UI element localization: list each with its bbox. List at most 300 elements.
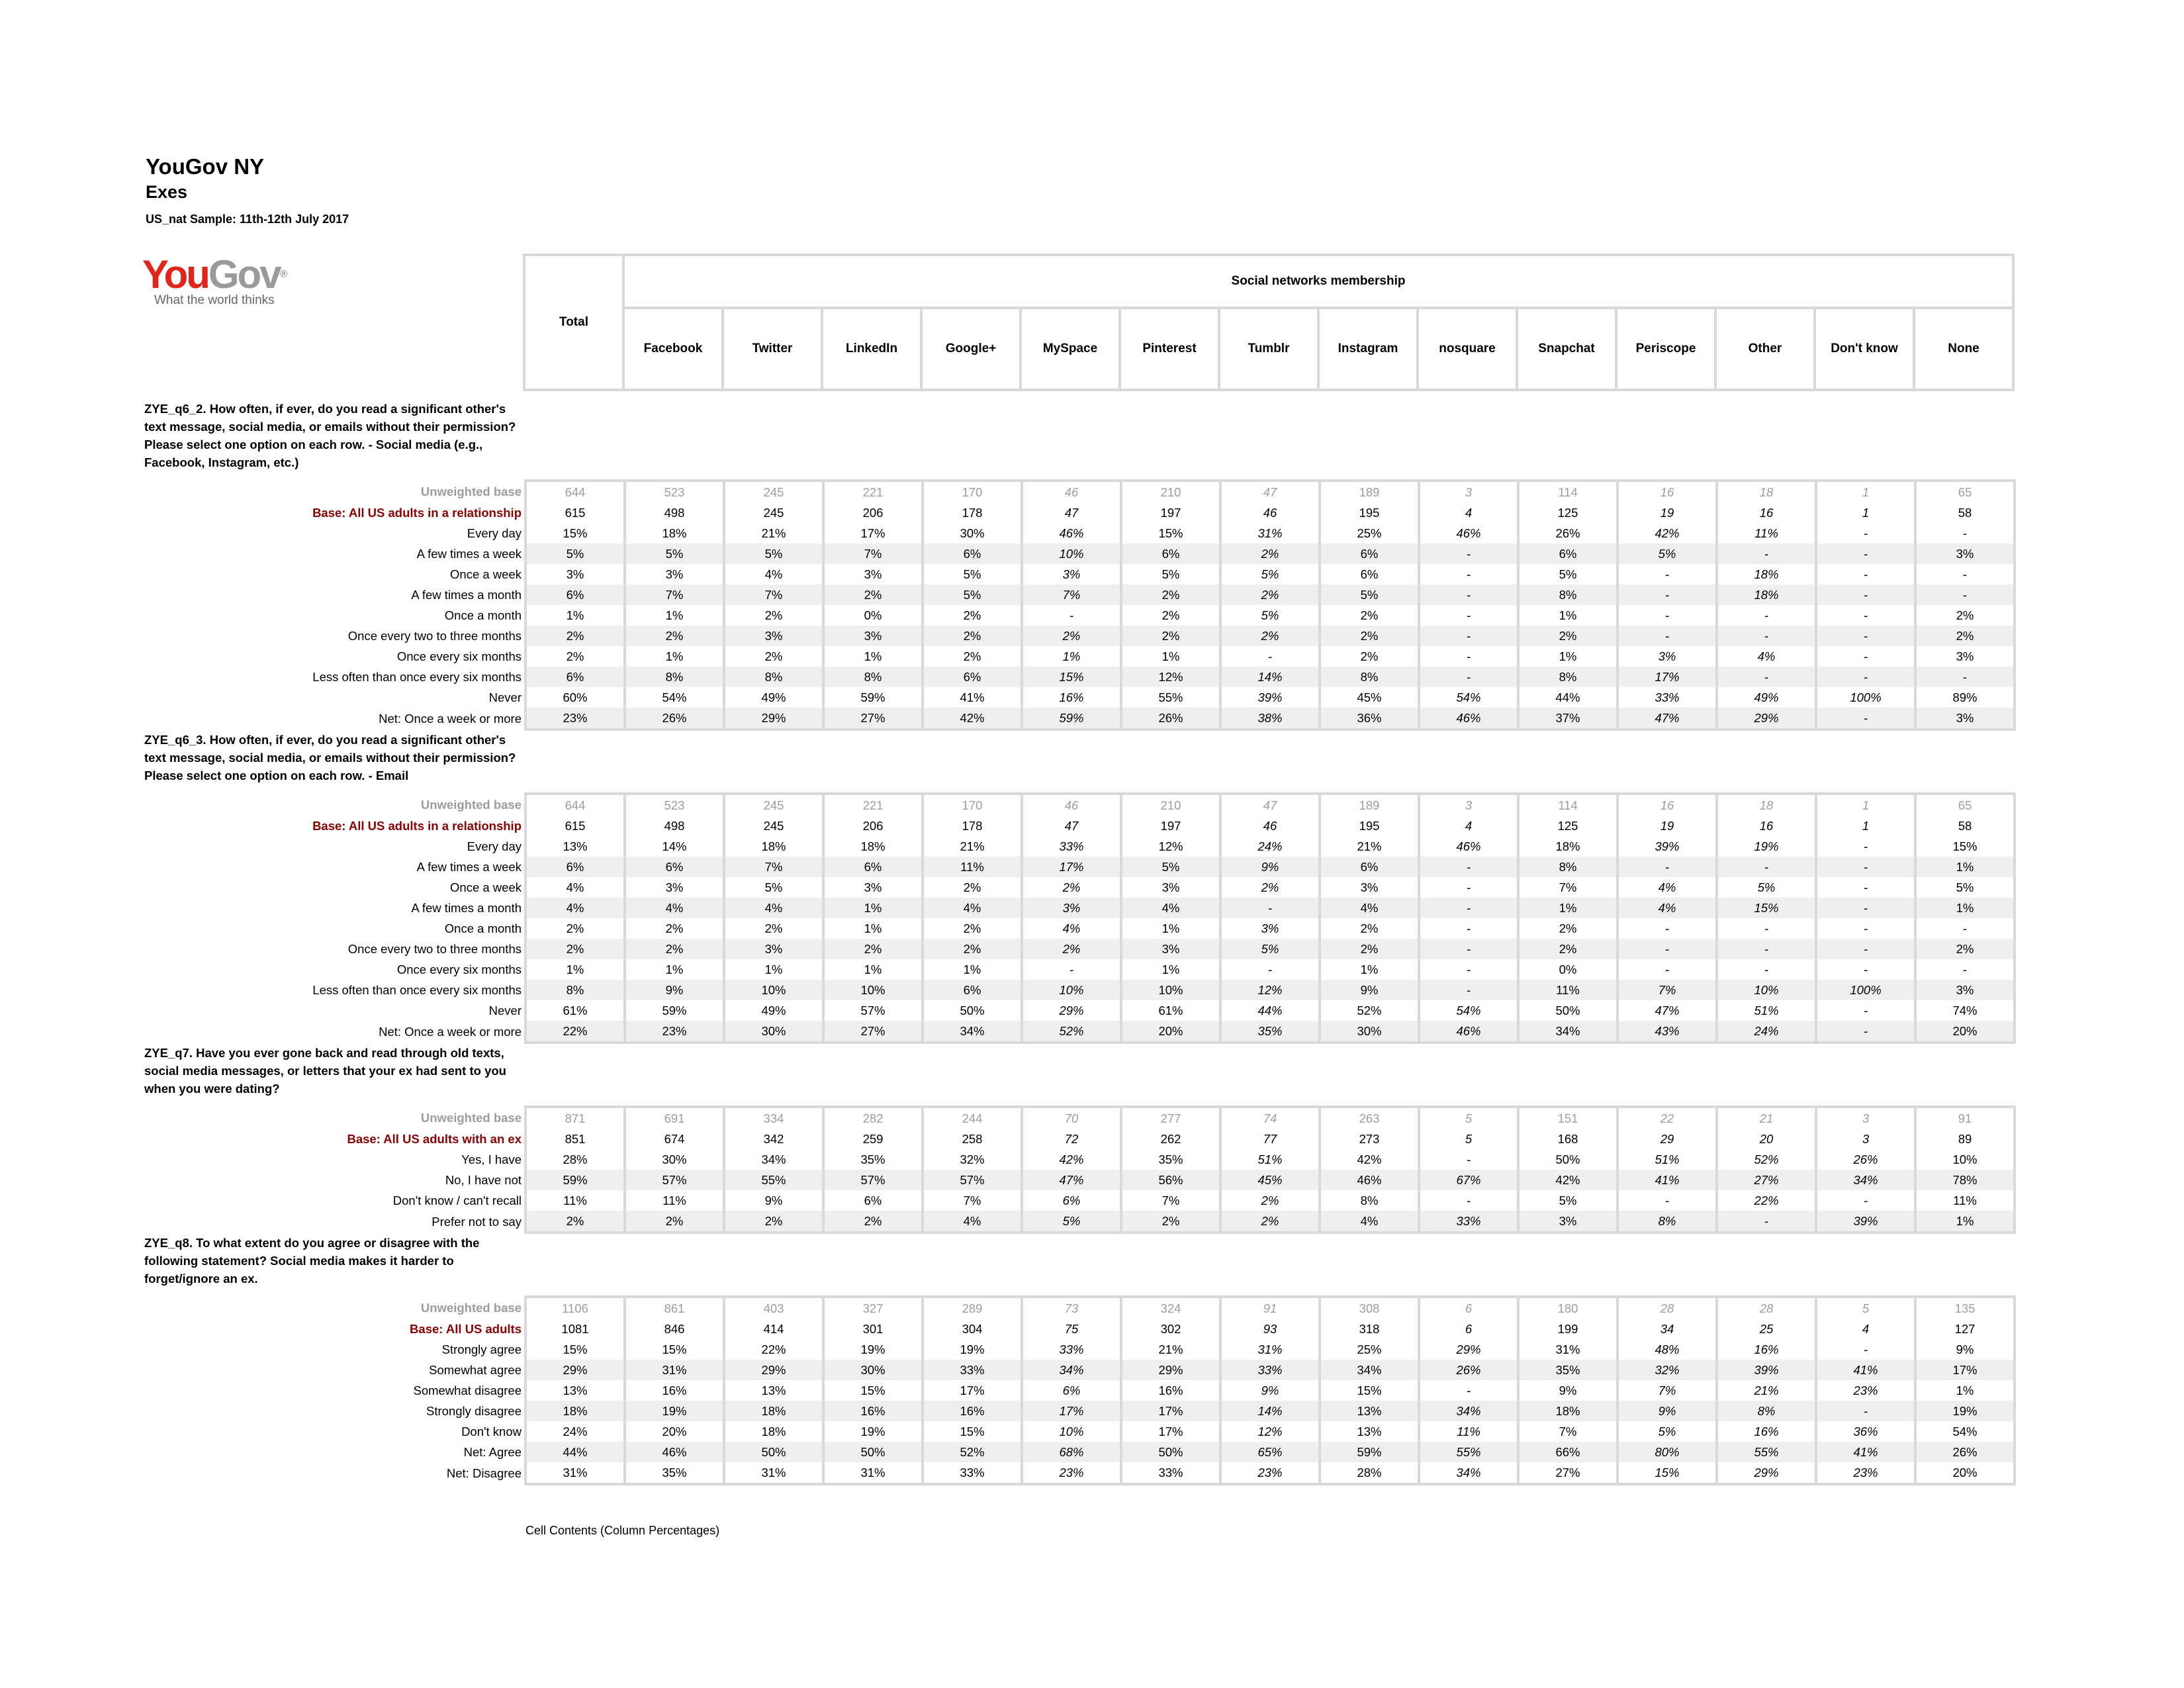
cell-value: 4	[1419, 502, 1518, 523]
cell-value: 66%	[1518, 1442, 1617, 1462]
cell-value: 55%	[1419, 1442, 1518, 1462]
col-header: Snapchat	[1518, 309, 1615, 389]
cell-value: 1%	[823, 959, 923, 980]
cell-value: 13%	[1320, 1421, 1419, 1442]
cell-value: -	[1717, 959, 1816, 980]
cell-value: 10%	[724, 980, 823, 1000]
cell-value: 13%	[525, 1380, 625, 1401]
cell-value: 15%	[525, 523, 625, 543]
cell-value: -	[1617, 857, 1717, 877]
table-row	[144, 1360, 2015, 1380]
cell-value: 44%	[1518, 687, 1617, 708]
cell-value: 308	[1320, 1297, 1419, 1319]
cell-value: -	[1816, 626, 1915, 646]
cell-value: 10%	[1022, 543, 1121, 564]
row-label: Don't know / can't recall	[392, 1193, 522, 1207]
cell-value: 29	[1617, 1129, 1717, 1149]
cell-value: 170	[923, 794, 1022, 816]
cell-value: 57%	[823, 1000, 923, 1021]
col-header: nosquare	[1419, 309, 1516, 389]
cell-value: 4%	[625, 898, 724, 918]
cell-value: -	[1419, 1149, 1518, 1170]
cell-value: 2%	[923, 626, 1022, 646]
row-label: Never	[488, 690, 522, 704]
row-label: Net: Once a week or more	[379, 1024, 522, 1039]
cell-value: -	[1816, 939, 1915, 959]
cell-value: 43%	[1617, 1021, 1717, 1043]
cell-value: 3%	[1915, 708, 2015, 729]
cell-value: 244	[923, 1107, 1022, 1129]
cell-value: 18	[1717, 481, 1816, 502]
cell-value: -	[1816, 836, 1915, 857]
table-row	[144, 502, 2015, 523]
cell-value: 46%	[625, 1442, 724, 1462]
table-row	[144, 626, 2015, 646]
cell-value: 42%	[1518, 1170, 1617, 1190]
cell-value: 5%	[724, 543, 823, 564]
cell-value: 23%	[625, 1021, 724, 1043]
cell-value: 25%	[1320, 1339, 1419, 1360]
question-table	[144, 479, 2016, 731]
cell-value: -	[1915, 564, 2015, 585]
row-label: Prefer not to say	[432, 1214, 522, 1229]
crosstab-body	[144, 400, 2050, 1485]
cell-value: 59%	[625, 1000, 724, 1021]
table-row	[144, 1190, 2015, 1211]
cell-value: 2%	[823, 1211, 923, 1233]
cell-value: 6%	[1320, 543, 1419, 564]
cell-value: 4%	[1717, 646, 1816, 667]
cell-value: 17%	[1022, 1401, 1121, 1421]
row-label: Net: Disagree	[446, 1466, 522, 1480]
cell-value: 30%	[823, 1360, 923, 1380]
table-row	[144, 1442, 2015, 1462]
cell-value: 19%	[823, 1421, 923, 1442]
cell-value: 17%	[823, 523, 923, 543]
cell-value: -	[1617, 605, 1717, 626]
cell-value: 2%	[1022, 626, 1121, 646]
cell-value: 47	[1220, 794, 1320, 816]
row-label: Don't know	[461, 1424, 522, 1438]
cell-value: 15%	[1915, 836, 2015, 857]
cell-value: 54%	[625, 687, 724, 708]
table-row	[144, 794, 2015, 816]
cell-value: -	[1617, 585, 1717, 605]
cell-value: 1%	[525, 605, 625, 626]
cell-value: 6%	[823, 1190, 923, 1211]
cell-value: 23%	[1816, 1380, 1915, 1401]
table-row	[144, 877, 2015, 898]
cell-value: 2%	[625, 626, 724, 646]
cell-value: 5%	[1320, 585, 1419, 605]
table-row	[144, 667, 2015, 687]
cell-value: 318	[1320, 1319, 1419, 1339]
cell-value: 15%	[823, 1380, 923, 1401]
row-label: Unweighted base	[420, 797, 522, 812]
cell-value: 7%	[1518, 877, 1617, 898]
cell-value: -	[1717, 857, 1816, 877]
cell-value: 2%	[1915, 605, 2015, 626]
row-label: Once a month	[444, 608, 522, 622]
cell-value: 644	[525, 794, 625, 816]
cell-value: 47%	[1617, 1000, 1717, 1021]
cell-value: 5%	[724, 877, 823, 898]
cell-value: 50%	[923, 1000, 1022, 1021]
cell-value: 34%	[923, 1021, 1022, 1043]
cell-value: -	[1717, 918, 1816, 939]
cell-value: 24%	[1717, 1021, 1816, 1043]
cell-value: 3%	[724, 939, 823, 959]
cell-value: -	[1816, 543, 1915, 564]
cell-value: 523	[625, 481, 724, 502]
cell-value: 1106	[525, 1297, 625, 1319]
cell-value: -	[1816, 708, 1915, 729]
cell-value: -	[1816, 605, 1915, 626]
cell-value: -	[1419, 605, 1518, 626]
cell-value: 5%	[1518, 564, 1617, 585]
cell-value: 4	[1419, 816, 1518, 836]
cell-value: 273	[1320, 1129, 1419, 1149]
cell-value: -	[1419, 585, 1518, 605]
cell-value: 54%	[1419, 1000, 1518, 1021]
cell-value: 19	[1617, 502, 1717, 523]
cell-value: 11%	[1518, 980, 1617, 1000]
cell-value: 2%	[1915, 939, 2015, 959]
cell-value: 2%	[1518, 918, 1617, 939]
cell-value: 50%	[1518, 1149, 1617, 1170]
cell-value: 34%	[1419, 1462, 1518, 1484]
cell-value: -	[1419, 1380, 1518, 1401]
cell-value: 180	[1518, 1297, 1617, 1319]
table-row	[144, 816, 2015, 836]
cell-value: 12%	[1220, 1421, 1320, 1442]
cell-value: 3%	[1121, 877, 1220, 898]
cell-value: -	[1816, 646, 1915, 667]
cell-value: 16%	[1717, 1421, 1816, 1442]
cell-value: 5%	[1617, 543, 1717, 564]
cell-value: 13%	[724, 1380, 823, 1401]
cell-value: 4%	[1121, 898, 1220, 918]
cell-value: -	[1419, 857, 1518, 877]
table-row	[144, 708, 2015, 729]
cell-value: 851	[525, 1129, 625, 1149]
col-header: Other	[1717, 309, 1813, 389]
cell-value: 9%	[1220, 1380, 1320, 1401]
cell-value: 100%	[1816, 687, 1915, 708]
cell-value: 72	[1022, 1129, 1121, 1149]
cell-value: 2%	[1022, 939, 1121, 959]
cell-value: 304	[923, 1319, 1022, 1339]
cell-value: 39%	[1220, 687, 1320, 708]
cell-value: 245	[724, 816, 823, 836]
cell-value: 2%	[1915, 626, 2015, 646]
cell-value: 16	[1617, 794, 1717, 816]
cell-value: 33%	[923, 1462, 1022, 1484]
cell-value: 19%	[625, 1401, 724, 1421]
cell-value: 30%	[724, 1021, 823, 1043]
cell-value: 18%	[625, 523, 724, 543]
cell-value: 4%	[724, 898, 823, 918]
cell-value: 46	[1220, 816, 1320, 836]
cell-value: 17%	[923, 1380, 1022, 1401]
cell-value: 29%	[724, 708, 823, 729]
cell-value: 2%	[1220, 877, 1320, 898]
cell-value: -	[1816, 898, 1915, 918]
cell-value: 42%	[1022, 1149, 1121, 1170]
cell-value: 35%	[1220, 1021, 1320, 1043]
cell-value: 30%	[923, 523, 1022, 543]
cell-value: 45%	[1320, 687, 1419, 708]
cell-value: -	[1419, 1190, 1518, 1211]
col-header: Instagram	[1320, 309, 1416, 389]
cell-value: 47	[1022, 502, 1121, 523]
cell-value: 846	[625, 1319, 724, 1339]
cell-value: 31%	[525, 1462, 625, 1484]
logo-gov: Gov	[208, 252, 280, 297]
table-row	[144, 836, 2015, 857]
row-label: Unweighted base	[420, 484, 522, 498]
table-row	[144, 1297, 2015, 1319]
table-row	[144, 1107, 2015, 1129]
cell-value: 1%	[1022, 646, 1121, 667]
cell-value: -	[1915, 585, 2015, 605]
cell-value: 4%	[724, 564, 823, 585]
cell-value: -	[1717, 939, 1816, 959]
cell-value: 498	[625, 816, 724, 836]
logo-reg: ®	[279, 269, 288, 280]
row-label: Strongly disagree	[426, 1403, 522, 1418]
table-row	[144, 980, 2015, 1000]
cell-value: 22%	[525, 1021, 625, 1043]
cell-value: 221	[823, 794, 923, 816]
cell-value: 28	[1717, 1297, 1816, 1319]
cell-value: 861	[625, 1297, 724, 1319]
cell-value: 1%	[724, 959, 823, 980]
cell-value: 48%	[1617, 1339, 1717, 1360]
cell-value: 1%	[823, 918, 923, 939]
cell-value: 74%	[1915, 1000, 2015, 1021]
cell-value: -	[1220, 959, 1320, 980]
cell-value: 4%	[1022, 918, 1121, 939]
cell-value: 5%	[525, 543, 625, 564]
cell-value: 195	[1320, 502, 1419, 523]
cell-value: 38%	[1220, 708, 1320, 729]
cell-value: 1%	[1518, 898, 1617, 918]
cell-value: 9%	[1220, 857, 1320, 877]
cell-value: 34%	[1518, 1021, 1617, 1043]
cell-value: 11%	[923, 857, 1022, 877]
col-header: Don't know	[1816, 309, 1913, 389]
cell-value: 17%	[1121, 1421, 1220, 1442]
col-header: Periscope	[1617, 309, 1714, 389]
cell-value: 18%	[525, 1401, 625, 1421]
cell-value: 3%	[823, 564, 923, 585]
cell-value: 245	[724, 481, 823, 502]
cell-value: 4%	[1320, 1211, 1419, 1233]
cell-value: 2%	[1022, 877, 1121, 898]
cell-value: 18	[1717, 794, 1816, 816]
row-label: Less often than once every six months	[312, 982, 522, 997]
cell-value: 2%	[923, 918, 1022, 939]
cell-value: 59%	[1320, 1442, 1419, 1462]
cell-value: -	[1816, 877, 1915, 898]
table-row	[144, 898, 2015, 918]
cell-value: 2%	[525, 939, 625, 959]
cell-value: 5	[1419, 1107, 1518, 1129]
cell-value: 30%	[625, 1149, 724, 1170]
cell-value: -	[1022, 605, 1121, 626]
cell-value: 31%	[823, 1462, 923, 1484]
cell-value: -	[1816, 959, 1915, 980]
cell-value: 15%	[1617, 1462, 1717, 1484]
cell-value: 1081	[525, 1319, 625, 1339]
cell-value: 8%	[1617, 1211, 1717, 1233]
cell-value: 17%	[1617, 667, 1717, 687]
cell-value: 8%	[1518, 585, 1617, 605]
table-row	[144, 1170, 2015, 1190]
cell-value: 2%	[525, 1211, 625, 1233]
cell-value: 46%	[1419, 836, 1518, 857]
logo-you: You	[142, 252, 208, 297]
cell-value: 31%	[724, 1462, 823, 1484]
cell-value: 1%	[1915, 1380, 2015, 1401]
cell-value: 14%	[625, 836, 724, 857]
cell-value: 2%	[1121, 605, 1220, 626]
cell-value: 8%	[1518, 667, 1617, 687]
cell-value: 15%	[1320, 1380, 1419, 1401]
table-row	[144, 646, 2015, 667]
cell-value: 262	[1121, 1129, 1220, 1149]
cell-value: 57%	[923, 1170, 1022, 1190]
cell-value: 8%	[625, 667, 724, 687]
col-header: LinkedIn	[823, 309, 920, 389]
cell-value: 65	[1915, 794, 2015, 816]
col-header: Pinterest	[1121, 309, 1218, 389]
row-label: Somewhat agree	[429, 1362, 522, 1377]
cell-value: 93	[1220, 1319, 1320, 1339]
cell-value: 2%	[1320, 918, 1419, 939]
cell-value: 2%	[724, 1211, 823, 1233]
table-row	[144, 687, 2015, 708]
cell-value: 20	[1717, 1129, 1816, 1149]
cell-value: 73	[1022, 1297, 1121, 1319]
cell-value: 10%	[1121, 980, 1220, 1000]
row-label: Base: All US adults with an ex	[347, 1131, 522, 1146]
cell-value: 2%	[1518, 626, 1617, 646]
cell-value: 2%	[1121, 1211, 1220, 1233]
cell-value: 2%	[923, 877, 1022, 898]
cell-value: 44%	[525, 1442, 625, 1462]
cell-value: 3%	[1022, 564, 1121, 585]
row-label: Every day	[467, 839, 522, 853]
cell-value: 17%	[1915, 1360, 2015, 1380]
cell-value: 23%	[1220, 1462, 1320, 1484]
cell-value: 68%	[1022, 1442, 1121, 1462]
cell-value: 2%	[923, 939, 1022, 959]
cell-value: -	[1220, 646, 1320, 667]
cell-value: 6%	[823, 857, 923, 877]
cell-value: -	[1915, 918, 2015, 939]
question-table	[144, 792, 2016, 1044]
cell-value: -	[1816, 523, 1915, 543]
cell-value: 7%	[724, 857, 823, 877]
cell-value: 21	[1717, 1107, 1816, 1129]
cell-value: 23%	[1816, 1462, 1915, 1484]
cell-value: 46	[1022, 794, 1121, 816]
row-label: Less often than once every six months	[312, 669, 522, 684]
cell-value: 16	[1717, 816, 1816, 836]
cell-value: 1%	[1121, 918, 1220, 939]
cell-value: 31%	[625, 1360, 724, 1380]
cell-value: 5%	[1220, 939, 1320, 959]
cell-value: 3%	[823, 877, 923, 898]
cell-value: 57%	[625, 1170, 724, 1190]
cell-value: -	[1419, 939, 1518, 959]
cell-value: 18%	[1717, 564, 1816, 585]
cell-value: 65%	[1220, 1442, 1320, 1462]
cell-value: 52%	[923, 1442, 1022, 1462]
cell-value: 3	[1419, 481, 1518, 502]
cell-value: -	[1915, 959, 2015, 980]
cell-value: 1%	[923, 959, 1022, 980]
cell-value: 6%	[1320, 564, 1419, 585]
cell-value: 9%	[1320, 980, 1419, 1000]
cell-value: -	[1816, 1190, 1915, 1211]
row-label: Once every six months	[396, 962, 522, 976]
cell-value: -	[1816, 1021, 1915, 1043]
cell-value: 170	[923, 481, 1022, 502]
cell-value: 1%	[1518, 605, 1617, 626]
cell-value: 5%	[923, 564, 1022, 585]
cell-value: 1%	[1121, 959, 1220, 980]
cell-value: -	[1419, 543, 1518, 564]
cell-value: 46	[1220, 502, 1320, 523]
cell-value: 29%	[1717, 708, 1816, 729]
cell-value: 57%	[823, 1170, 923, 1190]
cell-value: 3	[1419, 794, 1518, 816]
question-section	[144, 400, 2050, 731]
cell-value: 34%	[1419, 1401, 1518, 1421]
cell-value: 58	[1915, 502, 2015, 523]
cell-value: 1%	[1915, 857, 2015, 877]
question-table	[144, 1105, 2016, 1234]
cell-value: -	[1717, 1211, 1816, 1233]
cell-value: 59%	[823, 687, 923, 708]
cell-value: 20%	[1121, 1021, 1220, 1043]
cell-value: 39%	[1717, 1360, 1816, 1380]
cell-value: 189	[1320, 481, 1419, 502]
cell-value: -	[1717, 605, 1816, 626]
sample-info: US_nat Sample: 11th-12th July 2017	[146, 212, 349, 226]
cell-value: 5%	[1220, 564, 1320, 585]
cell-value: 5	[1419, 1129, 1518, 1149]
cell-value: 6%	[923, 667, 1022, 687]
cell-value: 28%	[525, 1149, 625, 1170]
cell-value: 9%	[1518, 1380, 1617, 1401]
cell-value: 34%	[1320, 1360, 1419, 1380]
cell-value: 55%	[1121, 687, 1220, 708]
cell-value: 41%	[1816, 1442, 1915, 1462]
cell-value: 5%	[625, 543, 724, 564]
cell-value: 7%	[1518, 1421, 1617, 1442]
cell-value: 91	[1220, 1297, 1320, 1319]
cell-value: 245	[724, 502, 823, 523]
cell-value: 39%	[1617, 836, 1717, 857]
row-label: Strongly agree	[441, 1342, 522, 1356]
row-label: A few times a month	[411, 587, 522, 602]
cell-value: 89%	[1915, 687, 2015, 708]
yougov-logo	[142, 252, 288, 308]
